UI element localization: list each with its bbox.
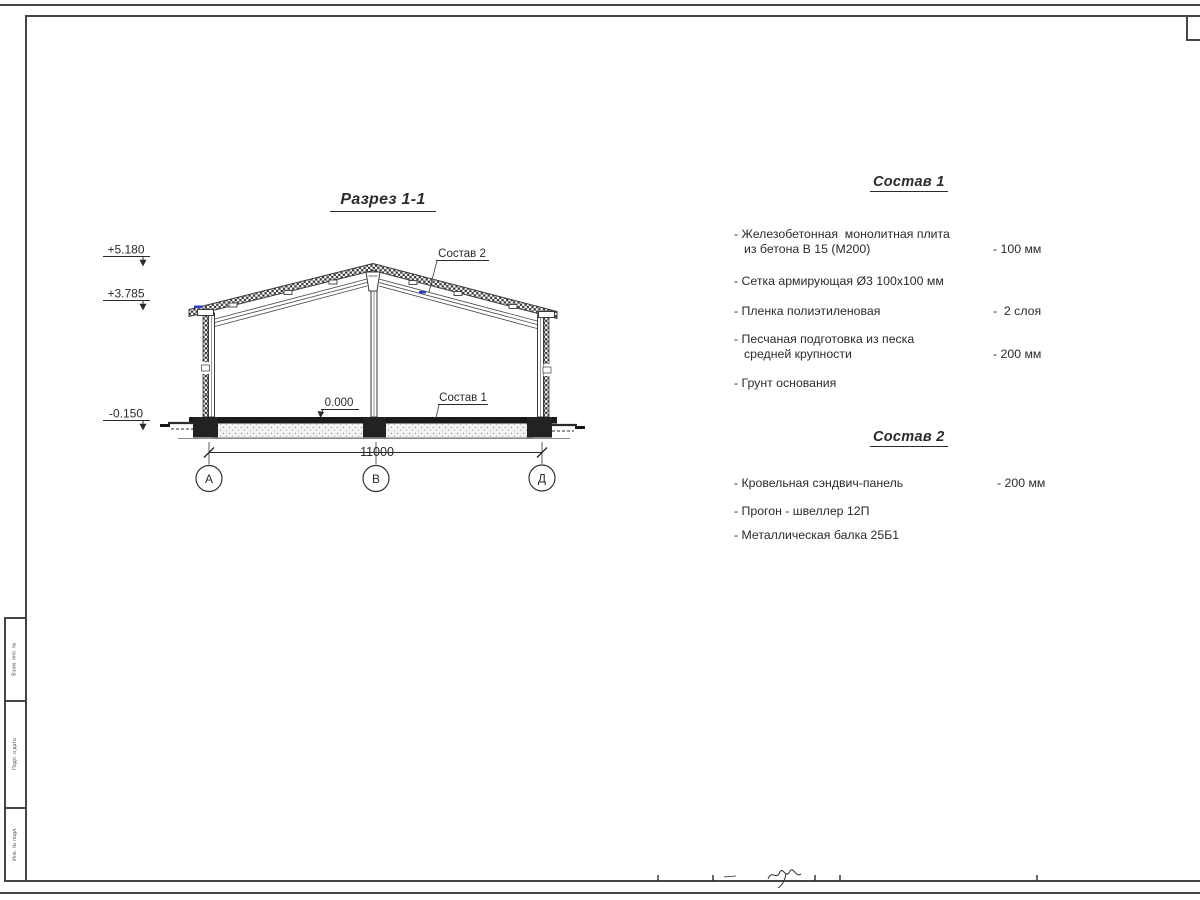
floor-callout-text: Состав 1	[439, 392, 487, 404]
elevation-ground-text: -0.150	[108, 406, 144, 421]
elevation-eave-text: +3.785	[107, 286, 145, 301]
axis-label-d: Д	[537, 471, 547, 486]
center-column	[371, 291, 377, 417]
axis-label-a: А	[204, 472, 214, 486]
note-s1-i1-value: - 100 мм	[993, 242, 1042, 256]
elevation-mark-eave	[103, 287, 150, 311]
elevation-mark-top	[103, 243, 150, 267]
floor-callout	[436, 392, 488, 418]
notes-s1-title: Состав 1	[870, 174, 948, 192]
note-s1-i4-line2: средней крупности	[744, 347, 852, 361]
note-s1-i1-line2: из бетона В 15 (М200)	[744, 242, 871, 256]
zero-level-text: 0.000	[324, 397, 354, 409]
section-title: Разрез 1-1	[330, 191, 436, 212]
roof-callout-text: Состав 2	[438, 248, 486, 260]
axis-label-b: В	[371, 472, 381, 486]
note-s1-i3-line1: - Пленка полиэтиленовая	[734, 304, 881, 318]
note-s1-i1-line1: - Железобетонная монолитная плита	[734, 227, 950, 241]
note-s2-i2-line1: - Прогон - швеллер 12П	[734, 504, 870, 518]
title-block-ticks	[658, 875, 1037, 881]
elevation-mark-ground	[103, 407, 150, 431]
left-strip-label-1: Взам. инв. №	[12, 641, 19, 676]
note-s1-i4-value: - 200 мм	[993, 347, 1042, 361]
dimension-text: 11000	[360, 445, 394, 459]
left-strip-label-2: Подп. и дата	[12, 737, 19, 770]
notes-s2-title: Состав 2	[870, 429, 948, 447]
left-wall	[198, 309, 215, 417]
left-strip-label-3: Инв. № подл.	[12, 827, 19, 861]
elevation-top-text: +5.180	[107, 242, 145, 257]
note-s2-i3-line1: - Металлическая балка 25Б1	[734, 528, 900, 542]
note-s1-i2-line1: - Сетка армирующая Ø3 100х100 мм	[734, 274, 944, 288]
zero-level-mark	[318, 397, 360, 418]
note-s1-i5-line1: - Грунт основания	[734, 376, 837, 390]
note-s1-i4-line1: - Песчаная подготовка из песка	[734, 332, 915, 346]
note-s2-i1-line1: - Кровельная сэндвич-панель	[734, 476, 904, 490]
ridge-detail	[366, 272, 380, 291]
right-wall	[538, 311, 555, 417]
note-s2-i1-value: - 200 мм	[997, 476, 1046, 490]
axis-bubbles	[196, 465, 555, 492]
signature-scribble	[768, 870, 801, 888]
dimension-11000	[204, 442, 547, 465]
note-s1-i3-value: - 2 слоя	[993, 304, 1042, 318]
